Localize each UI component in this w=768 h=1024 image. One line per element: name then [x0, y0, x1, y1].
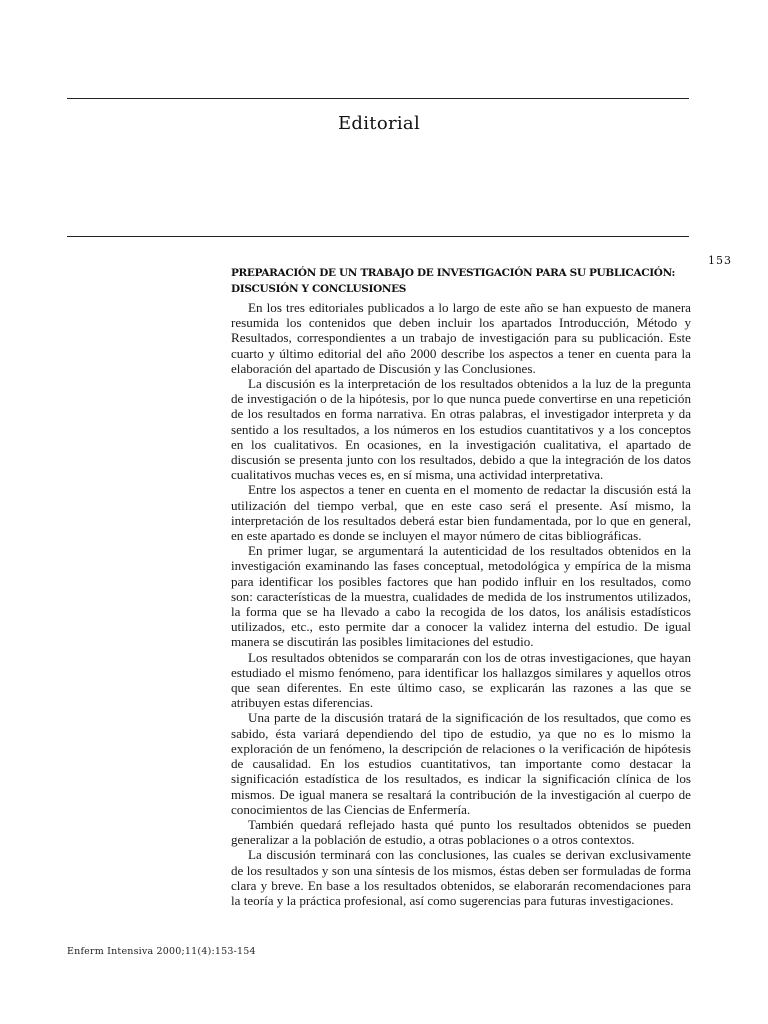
footer-citation: Enferm Intensiva 2000;11(4):153-154: [67, 946, 256, 957]
paragraph: También quedará reflejado hasta qué punto los resultados obtenidos se pueden generalizar a la población de estudio, a otras poblaciones o a otros contextos.: [231, 816, 691, 848]
header-top-rule: [67, 98, 689, 99]
paragraph: Los resultados obtenidos se compararán con los de otras investigaciones, que hayan estudiado el mismo fenómeno, para identificar los hallazgos similares y aquellos otros que sean diferentes. En este último caso, se explicarán las razones a las que se atribuyen estas diferencias.: [231, 649, 691, 711]
page-number: 153: [708, 254, 732, 267]
header-bottom-rule: [67, 236, 689, 237]
section-title: Editorial: [337, 113, 421, 134]
paragraph: La discusión terminará con las conclusiones, las cuales se derivan exclusivamente de los resultados y son una síntesis de los mismos, éstas deben ser formuladas de forma clara y breve. En base a los resultados obtenidos, se elaborarán recomendaciones para la teoría y la práctica profesional, así como sugerencias para futuras investigaciones.: [231, 847, 691, 908]
paragraph: En primer lugar, se argumentará la autenticidad de los resultados obtenidos en la investigación examinando las fases conceptual, metodológica y empírica de la misma para identificar los posibles factores que han podido influir en los resultados, como son: características de la muestra, cualidades de medida de los instrumentos utilizados, la forma que se ha llevado a cabo la recogida de los datos, los análisis estadísticos utilizados, etc., esto permite dar a conocer la validez interna del estudio. De igual manera se discutirán las posibles limitaciones del estudio.: [231, 543, 691, 650]
article-title: PREPARACIÓN DE UN TRABAJO DE INVESTIGACIÓN PARA SU PUBLICACIÓN: DISCUSIÓN Y CONCLUSIONES: [231, 267, 676, 295]
paragraph: En los tres editoriales publicados a lo largo de este año se han expuesto de manera resumida los contenidos que deben incluir los apartados Introducción, Método y Resultados, correspondientes a un trabajo de investigación para su publicación. Este cuarto y último editorial del año 2000 describe los aspectos a tener en cuenta para la elaboración del apartado de Discusión y las Conclusiones.: [231, 300, 691, 376]
paragraph: Una parte de la discusión tratará de la significación de los resultados, que como es sabido, ésta variará dependiendo del tipo de estudio, ya que no es lo mismo la exploración de un fenómeno, la descripción de relaciones o la verificación de hipótesis de causalidad. En los estudios cuantitativos, tan importante como destacar la significación estadística de los resultados, es indicar la significación clínica de los mismos. De igual manera se resaltará la contribución de la investigación al cuerpo de conocimientos de las Ciencias de Enfermería.: [231, 710, 691, 817]
article-body: [231, 300, 691, 908]
paragraph: Entre los aspectos a tener en cuenta en el momento de redactar la discusión está la utilización del tiempo verbal, que en este caso será el presente. Así mismo, la interpretación de los resultados deberá estar bien fundamentada, por lo que en general, en este apartado es donde se incluyen el mayor número de citas bibliográficas.: [231, 482, 691, 544]
paragraph: La discusión es la interpretación de los resultados obtenidos a la luz de la pregunta de investigación o de la hipótesis, por lo que nunca puede convertirse en una repetición de los resultados en forma narrativa. En otras palabras, el investigador interpreta y da sentido a los resultados, a los números en los estudios cuantitativos y a los conceptos en los cualitativos. En ocasiones, en la investigación cualitativa, el apartado de discusión se presenta junto con los resultados, debido a que la integración de los datos cualitativos muchas veces es, en sí misma, una actividad interpretativa.: [231, 376, 691, 483]
